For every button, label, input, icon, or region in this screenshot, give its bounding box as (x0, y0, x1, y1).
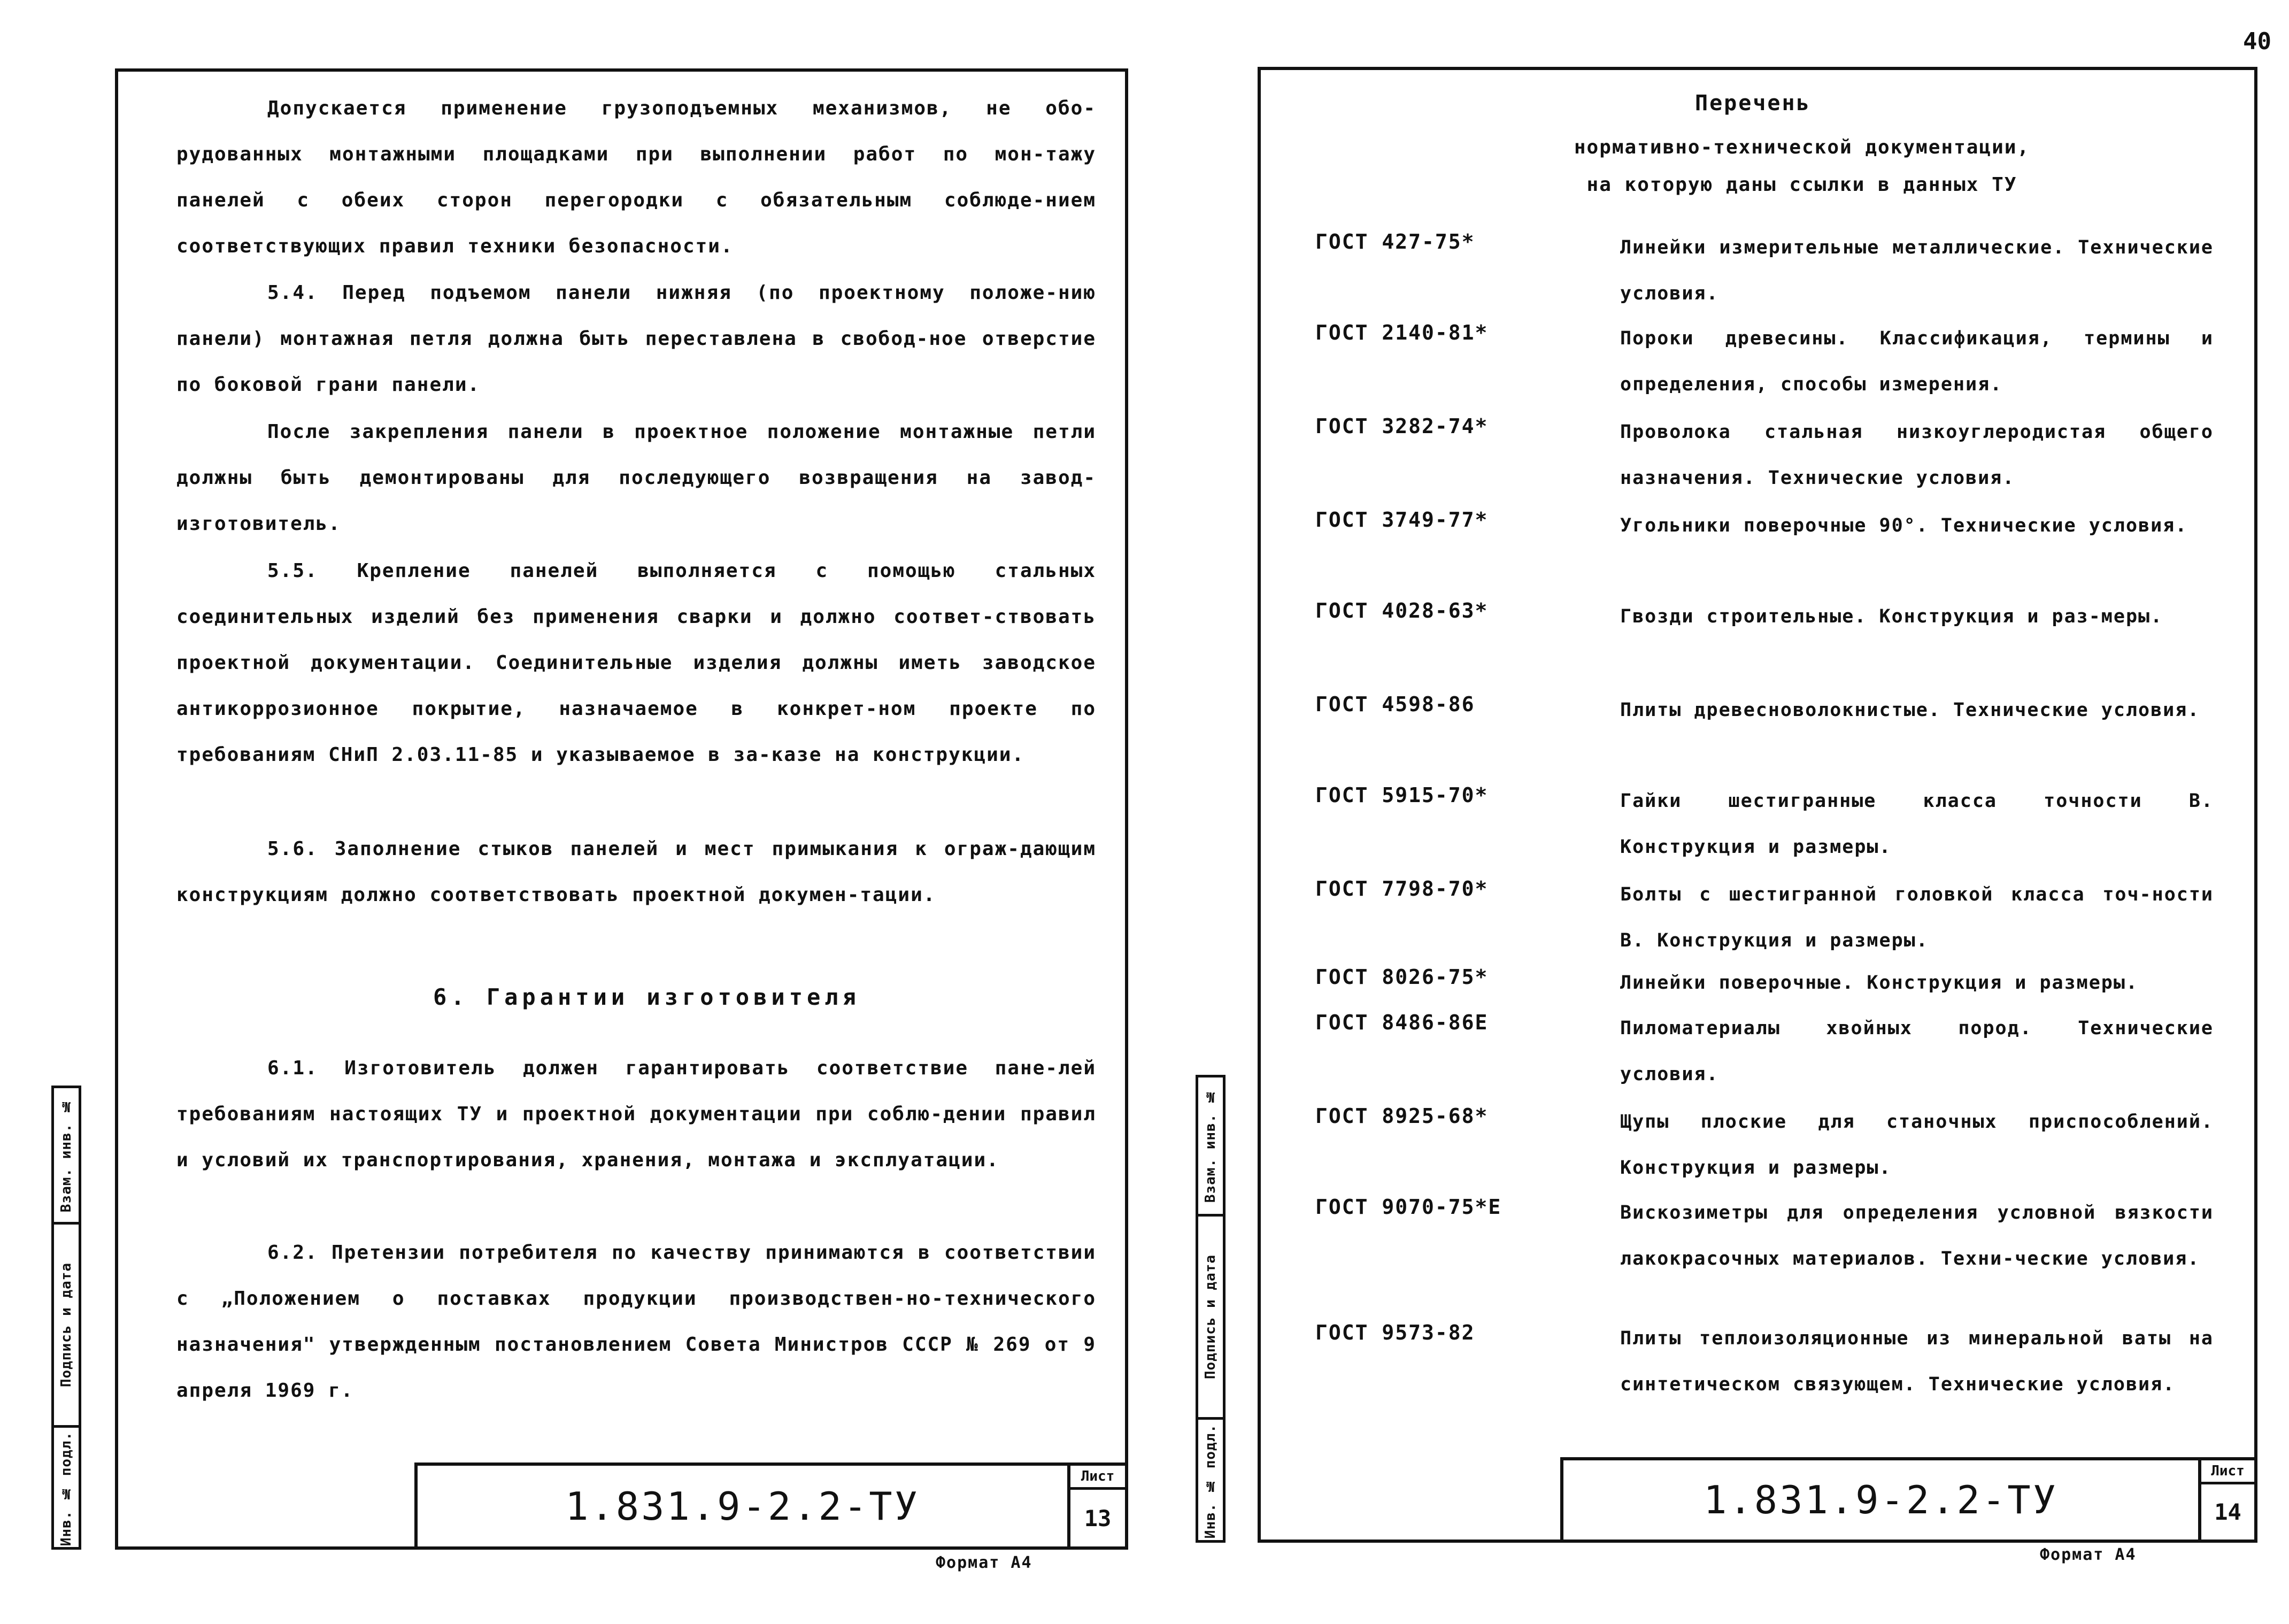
reference-code: ГОСТ 9573-82 (1315, 1321, 1475, 1344)
left-side-cell-signature: Подпись и дата (54, 1222, 79, 1425)
right-side-cell-inv: Инв. № подл. (1198, 1417, 1223, 1543)
reference-description: Болты с шестигранной головкой класса точ-ности В. Конструкция и размеры. (1620, 884, 2214, 951)
reference-code: ГОСТ 4028-63* (1315, 599, 1489, 622)
left-sheet-label: Лист (1070, 1466, 1125, 1490)
right-title-block (1560, 1457, 2257, 1543)
right-sheet-number: 14 (2214, 1499, 2241, 1525)
left-format-label: Формат А4 (936, 1553, 1032, 1572)
page-number: 40 (2243, 28, 2271, 55)
left-paragraph-5: 5.6. Заполнение стыков панелей и мест примыкания к ограж-дающим конструкциям должно соответствовать проектной докумен-тации. (176, 838, 1096, 906)
left-paragraph-1: Допускается применение грузоподъемных механизмов, не обо-рудованных монтажными площадками при выполнении работ по мон-тажу панелей с обеих сторон перегородки с обязательным соблюде-нием соответствующих правил техники безопасности. (176, 97, 1096, 257)
left-sheet-number: 13 (1084, 1505, 1112, 1531)
reference-code: ГОСТ 8026-75* (1315, 965, 1489, 989)
reference-code: ГОСТ 5915-70* (1315, 783, 1489, 807)
left-title-block (414, 1463, 1128, 1550)
right-sheet-box (2198, 1460, 2254, 1540)
reference-description: Вискозиметры для определения условной вязкости лакокрасочных материалов. Техни-ческие условия. (1620, 1202, 2214, 1269)
reference-code: ГОСТ 7798-70* (1315, 877, 1489, 900)
right-format-label: Формат А4 (2040, 1545, 2137, 1564)
left-sheet-box (1067, 1466, 1125, 1546)
left-paragraph-3: После закрепления панели в проектное положение монтажные петли должны быть демонтированы для последующего возвращения на завод-изготовитель. (176, 421, 1096, 535)
left-side-stamp (51, 1086, 81, 1550)
reference-list-subtitle-2: на которую даны ссылки в данных ТУ (1586, 174, 2017, 196)
left-paragraph-6: 6.1. Изготовитель должен гарантировать соответствие пане-лей требованиям настоящих ТУ и проектной документации при соблю-дении правил и условий их транспортирования, хранения, монтажа и эксплуатации. (176, 1057, 1096, 1171)
reference-description: Линейки измерительные металлические. Технические условия. (1620, 237, 2214, 304)
left-document-code: 1.831.9-2.2-ТУ (565, 1483, 920, 1529)
reference-code: ГОСТ 9070-75*Е (1315, 1195, 1502, 1219)
reference-code: ГОСТ 4598-86 (1315, 692, 1475, 716)
reference-description: Угольники поверочные 90°. Технические условия. (1620, 515, 2188, 536)
right-side-stamp (1196, 1075, 1226, 1543)
reference-description: Гайки шестигранные класса точности В. Конструкция и размеры. (1620, 790, 2214, 858)
right-sheet-label: Лист (2201, 1460, 2254, 1484)
reference-description: Плиты теплоизоляционные из минеральной ваты на синтетическом связующем. Технические условия. (1620, 1328, 2214, 1395)
right-side-cell-signature: Подпись и дата (1198, 1214, 1223, 1417)
reference-code: ГОСТ 3282-74* (1315, 414, 1489, 438)
left-paragraph-4: 5.5. Крепление панелей выполняется с помощью стальных соединительных изделий без применения сварки и должно соответ-ствовать проектной документации. Соединительные изделия должны иметь заводское антикоррозионное покрытие, назначаемое в конкрет-ном проекте по требованиям СНиП 2.03.11-85 и указываемое в за-казе на конструкции. (176, 560, 1096, 766)
reference-code: ГОСТ 8486-86Е (1315, 1011, 1489, 1034)
reference-code: ГОСТ 2140-81* (1315, 321, 1489, 344)
reference-description: Гвозди строительные. Конструкция и раз-меры. (1620, 606, 2163, 627)
reference-list-title: Перечень (1695, 91, 1811, 116)
left-paragraph-2: 5.4. Перед подъемом панели нижняя (по проектному положе-нию панели) монтажная петля должна быть переставлена в свобод-ное отверстие по боковой грани панели. (176, 282, 1096, 396)
reference-description: Линейки поверочные. Конструкция и размеры. (1620, 972, 2139, 994)
reference-description: Щупы плоские для станочных приспособлений. Конструкция и размеры. (1620, 1111, 2214, 1179)
reference-code: ГОСТ 8925-68* (1315, 1104, 1489, 1128)
left-paragraph-7: 6.2. Претензии потребителя по качеству принимаются в соответствии с „Положением о поставках продукции производствен-но-технического назначения" утвержденным постановлением Совета Министров СССР № 269 от 9 апреля 1969 г. (176, 1242, 1096, 1402)
reference-list-subtitle-1: нормативно-технической документации, (1574, 136, 2030, 158)
right-side-cell-replace: Взам. инв. № (1198, 1075, 1223, 1214)
reference-description: Проволока стальная низкоуглеродистая общего назначения. Технические условия. (1620, 421, 2214, 489)
reference-code: ГОСТ 3749-77* (1315, 508, 1489, 532)
left-side-cell-replace: Взам. инв. № (54, 1086, 79, 1222)
left-side-cell-inv: Инв. № подл. (54, 1425, 79, 1550)
reference-description: Пороки древесины. Классификация, термины и определения, способы измерения. (1620, 328, 2214, 395)
right-document-code: 1.831.9-2.2-ТУ (1704, 1477, 2058, 1522)
section-heading: 6. Гарантии изготовителя (433, 984, 860, 1010)
reference-description: Плиты древесноволокнистые. Технические условия. (1620, 699, 2200, 721)
reference-description: Пиломатериалы хвойных пород. Технические условия. (1620, 1018, 2214, 1085)
reference-code: ГОСТ 427-75* (1315, 230, 1475, 253)
